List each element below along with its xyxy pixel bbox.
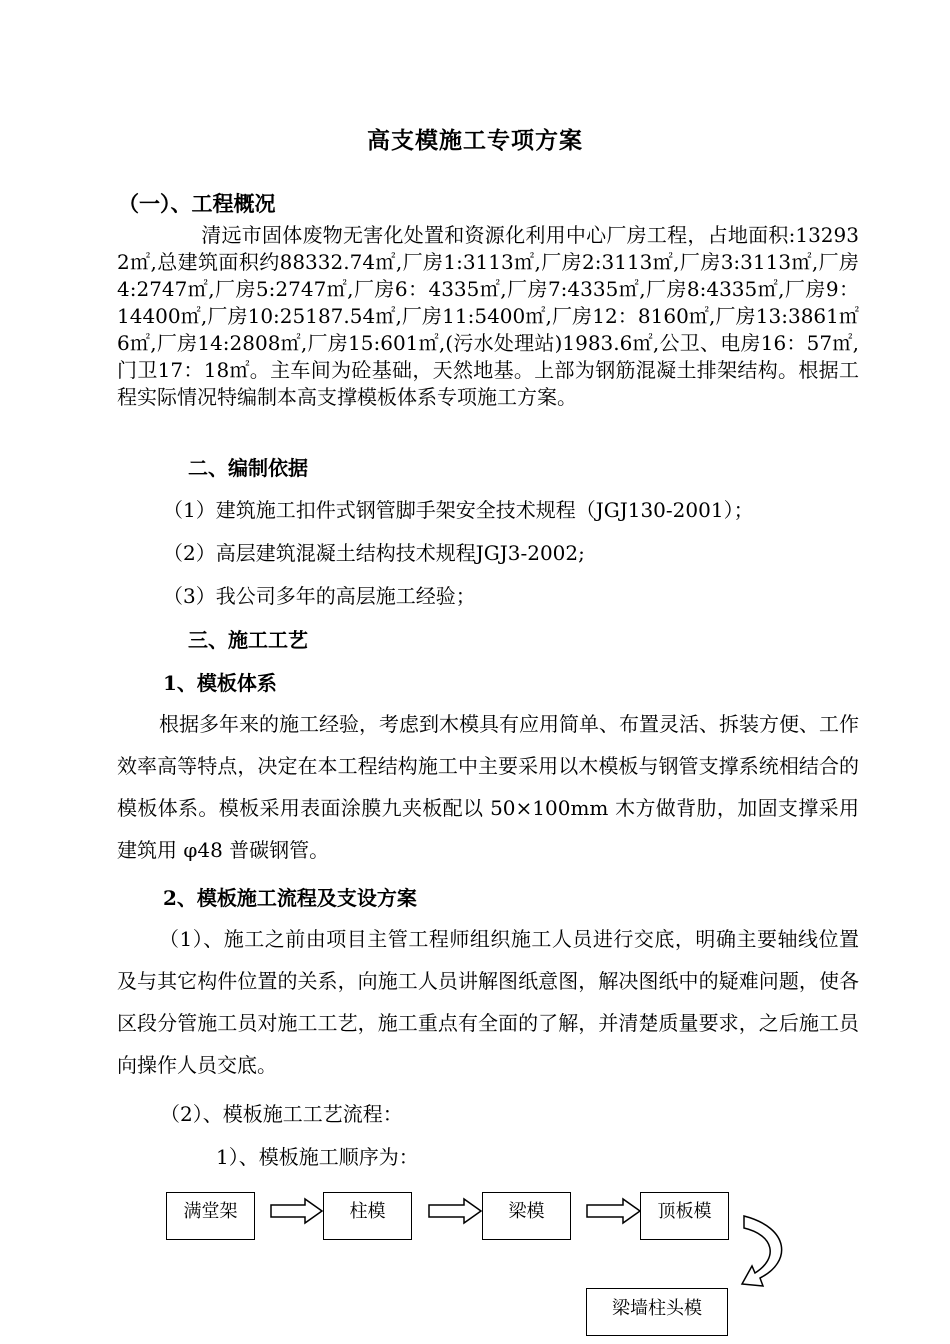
basis-item-3: （3）我公司多年的高层施工经验； [163, 584, 476, 608]
flow-arrow-1 [271, 1199, 322, 1223]
flow-step-column-formwork: 柱模 [323, 1192, 412, 1240]
flow-curved-arrow [742, 1216, 782, 1286]
flow-paragraph-3: 1）、模板施工顺序为： [216, 1145, 419, 1169]
flow-step-beam-formwork: 梁模 [482, 1192, 571, 1240]
flow-step-slab-formwork: 顶板模 [640, 1192, 729, 1240]
basis-item-2: （2）高层建筑混凝土结构技术规程JGJ3-2002; [163, 541, 585, 565]
overview-text: 清远市固体废物无害化处置和资源化利用中心厂房工程，占地面积:132932㎡,总建筑面积约88332.74㎡,厂房1:3113㎡,厂房2:3113㎡,厂房3:3113㎡,厂房4:2747㎡,厂房5:2747㎡,厂房6：4335㎡,厂房7:4335㎡,厂房8:4335㎡,厂房9：14400㎡,厂房10:25187.54㎡,厂房11:5400㎡,厂房12：8160㎡,厂房13:3861㎡6㎡,厂房14:2808㎡,厂房15:601㎡,(污水处理站)1983.6㎡,公卫、电房16：57㎡,门卫17：18㎡。主车间为砼基础，天然地基。上部为钢筋混凝土排架结构。根据工程实际情况特编制本高支撑模板体系专项施工方案。 [117, 223, 859, 409]
subsection-heading-formwork: 1、模板体系 [163, 671, 277, 695]
flow-step-beam-wall-column-head: 梁墙柱头模 [586, 1288, 728, 1336]
subsection-heading-flow: 2、模板施工流程及支设方案 [163, 886, 417, 910]
section-heading-overview: （一）、工程概况 [118, 191, 276, 216]
basis-item-1: （1）建筑施工扣件式钢管脚手架安全技术规程（JGJ130-2001）； [163, 498, 754, 522]
document-title: 高支模施工专项方案 [367, 127, 583, 154]
flow-arrow-3 [587, 1199, 640, 1223]
flow-paragraph-1: （1）、施工之前由项目主管工程师组织施工人员进行交底，明确主要轴线位置及与其它构件位置的关系，向施工人员讲解图纸意图，解决图纸中的疑难问题，使各区段分管施工员对施工工艺，施工重点有全面的了解，并清楚质量要求，之后施工员向操作人员交底。 [117, 927, 859, 1077]
section-heading-process: 三、施工工艺 [188, 628, 308, 652]
formwork-text: 根据多年来的施工经验，考虑到木模具有应用简单、布置灵活、拆装方便、工作效率高等特点，决定在本工程结构施工中主要采用以木模板与钢管支撑系统相结合的模板体系。模板采用表面涂膜九夹板配以 50×100mm 木方做背肋，加固支撑采用建筑用 φ48 普碳钢管。 [117, 712, 859, 862]
section-heading-basis: 二、编制依据 [188, 456, 308, 480]
flow-step-full-scaffold: 满堂架 [166, 1192, 255, 1240]
flow-arrow-2 [429, 1199, 481, 1223]
flow-paragraph-2: （2）、模板施工工艺流程： [160, 1102, 403, 1126]
